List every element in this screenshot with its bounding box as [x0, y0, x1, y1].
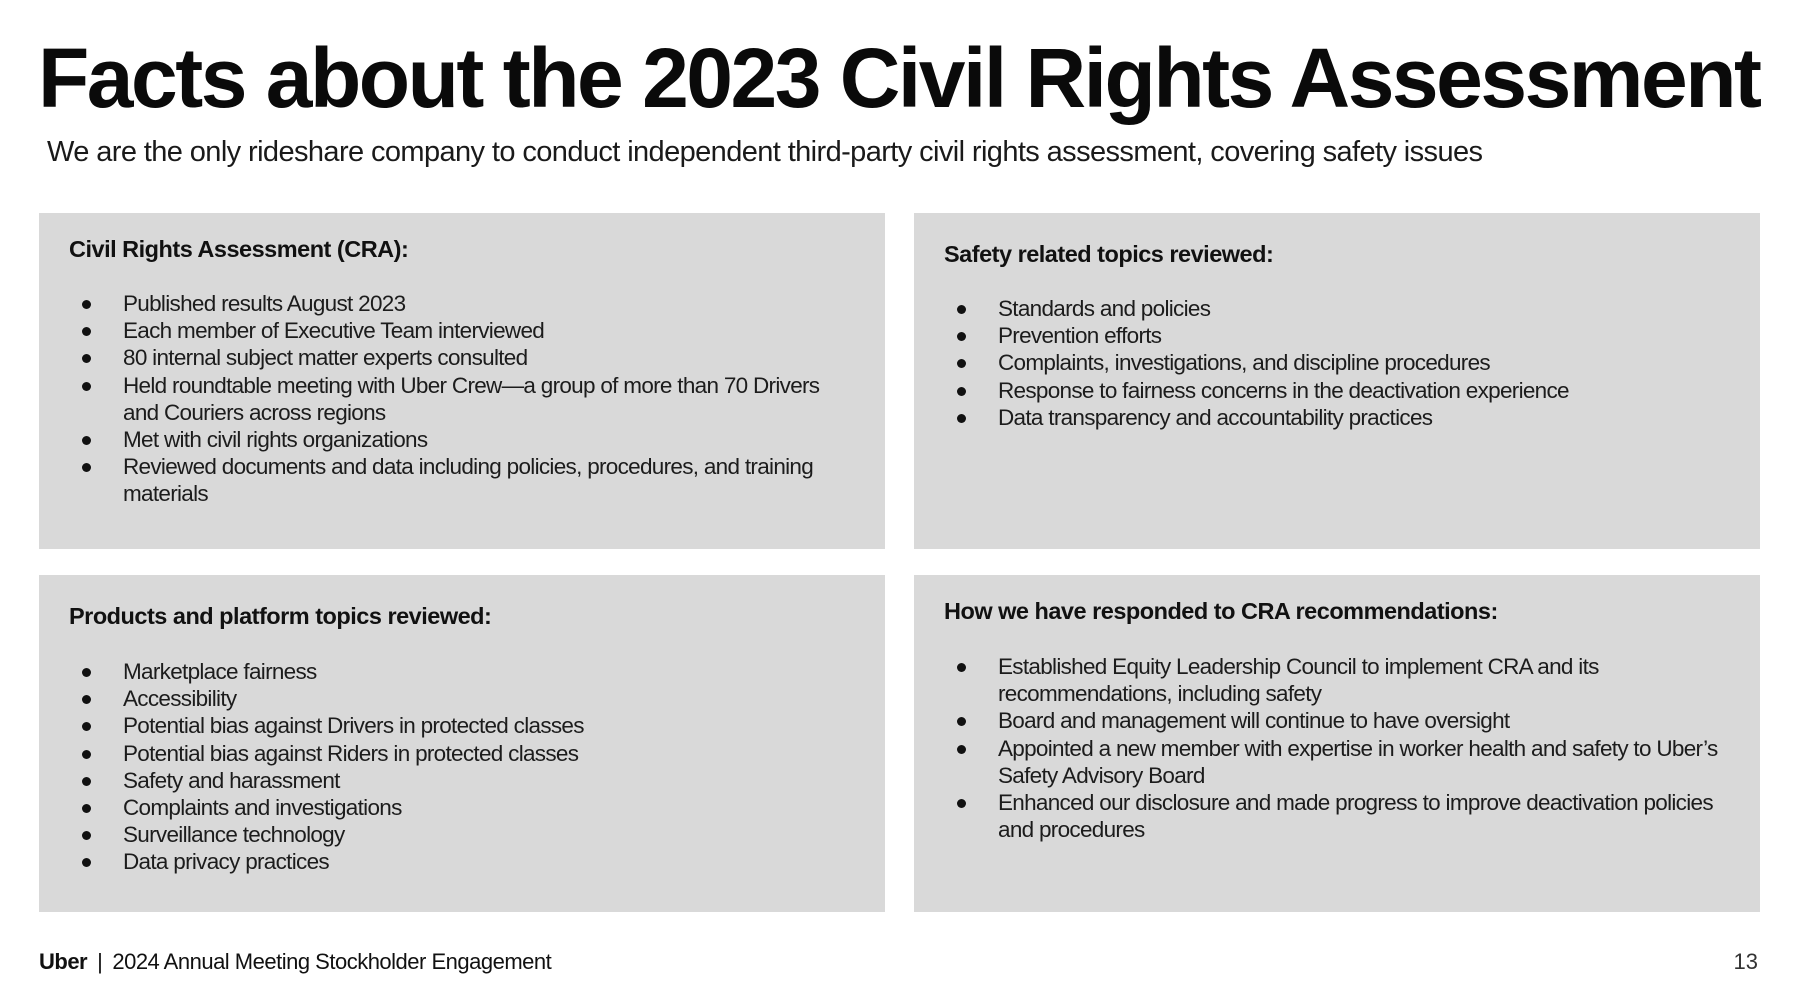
list-item — [69, 453, 855, 507]
panel-heading: Products and platform topics reviewed: — [69, 603, 492, 629]
footer — [39, 948, 551, 976]
bullet-icon — [957, 663, 966, 672]
bullet-icon — [957, 414, 966, 423]
list-item-text: Potential bias against Drivers in protected classes — [123, 713, 584, 739]
bullet-icon — [82, 695, 91, 704]
list-item — [944, 404, 1730, 431]
list-item-text: Complaints, investigations, and discipline procedures — [998, 350, 1490, 376]
list-item-text: Data privacy practices — [123, 849, 329, 875]
bullet-icon — [82, 750, 91, 759]
list-item-text: Accessibility — [123, 686, 237, 712]
panel-civil-rights-assessment — [39, 213, 885, 549]
list-item — [944, 707, 1730, 734]
list-item — [69, 712, 855, 739]
panel-safety-topics — [914, 213, 1760, 549]
panel-products-platform-topics — [39, 575, 885, 912]
panel-heading: Civil Rights Assessment (CRA): — [69, 236, 409, 262]
list-item — [944, 349, 1730, 376]
list-item — [944, 295, 1730, 322]
bullet-list — [944, 295, 1730, 431]
panel-heading: How we have responded to CRA recommendations: — [944, 598, 1498, 624]
list-item — [69, 290, 855, 317]
list-item — [944, 653, 1730, 707]
bullet-list — [69, 658, 855, 876]
list-item — [944, 322, 1730, 349]
list-item — [69, 740, 855, 767]
bullet-icon — [82, 668, 91, 677]
bullet-icon — [82, 722, 91, 731]
bullet-icon — [82, 300, 91, 309]
list-item-text: Potential bias against Riders in protected classes — [123, 740, 579, 766]
panel-cra-response — [914, 575, 1760, 912]
brand-name: Uber — [39, 949, 88, 974]
bullet-icon — [82, 436, 91, 445]
list-item — [69, 658, 855, 685]
list-item — [69, 426, 855, 453]
footer-event-title: 2024 Annual Meeting Stockholder Engagement — [112, 949, 552, 974]
list-item — [944, 789, 1730, 843]
bullet-list — [69, 290, 855, 508]
bullet-icon — [82, 777, 91, 786]
slide-subtitle: We are the only rideshare company to conduct independent third-party civil rights assessment, covering safety issues — [47, 136, 1483, 168]
bullet-icon — [82, 831, 91, 840]
bullet-icon — [82, 382, 91, 391]
bullet-icon — [957, 717, 966, 726]
list-item-text: Held roundtable meeting with Uber Crew—a group of more than 70 Drivers and Couriers across regions — [123, 372, 820, 425]
bullet-icon — [957, 387, 966, 396]
bullet-icon — [957, 332, 966, 341]
list-item-text: Marketplace fairness — [123, 659, 317, 684]
bullet-list — [944, 653, 1730, 843]
list-item-text: Board and management will continue to have oversight — [998, 708, 1510, 734]
list-item-text: 80 internal subject matter experts consulted — [123, 345, 528, 371]
slide-title: Facts about the 2023 Civil Rights Assessment — [38, 31, 1760, 125]
bullet-icon — [82, 354, 91, 363]
list-item-text: Enhanced our disclosure and made progress to improve deactivation policies and procedures — [998, 790, 1713, 843]
list-item-text: Prevention efforts — [998, 323, 1162, 349]
list-item-text: Established Equity Leadership Council to implement CRA and its recommendations, including safety — [998, 654, 1599, 707]
list-item-text: Reviewed documents and data including policies, procedures, and training materials — [123, 454, 814, 507]
list-item — [944, 377, 1730, 404]
list-item — [944, 735, 1730, 789]
list-item — [69, 344, 855, 371]
list-item-text: Safety and harassment — [123, 767, 340, 793]
bullet-icon — [957, 305, 966, 314]
bullet-icon — [82, 463, 91, 472]
bullet-icon — [82, 327, 91, 336]
list-item-text: Each member of Executive Team interviewed — [123, 318, 545, 344]
list-item-text: Complaints and investigations — [123, 795, 402, 821]
list-item — [69, 685, 855, 712]
footer-separator: | — [97, 949, 103, 974]
list-item — [69, 317, 855, 344]
list-item-text: Standards and policies — [998, 296, 1211, 321]
list-item-text: Published results August 2023 — [123, 291, 406, 316]
panel-heading: Safety related topics reviewed: — [944, 241, 1274, 267]
bullet-icon — [957, 745, 966, 754]
list-item-text: Met with civil rights organizations — [123, 427, 428, 453]
bullet-icon — [957, 359, 966, 368]
list-item-text: Surveillance technology — [123, 822, 345, 848]
list-item — [69, 372, 855, 426]
list-item-text: Appointed a new member with expertise in worker health and safety to Uber’s Safety Advisory Board — [998, 735, 1718, 788]
bullet-icon — [82, 804, 91, 813]
list-item — [69, 767, 855, 794]
bullet-icon — [957, 799, 966, 808]
bullet-icon — [82, 858, 91, 867]
page-number: 13 — [1733, 949, 1758, 974]
list-item — [69, 821, 855, 848]
list-item — [69, 794, 855, 821]
list-item — [69, 848, 855, 875]
list-item-text: Response to fairness concerns in the deactivation experience — [998, 377, 1569, 403]
list-item-text: Data transparency and accountability practices — [998, 404, 1433, 430]
